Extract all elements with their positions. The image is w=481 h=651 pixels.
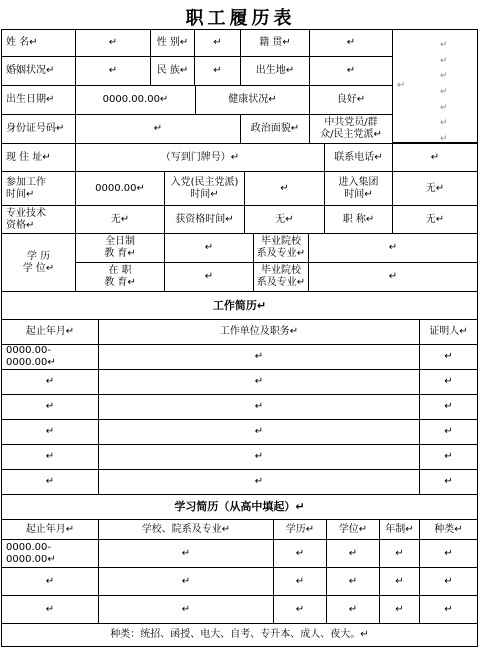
- study-row-period[interactable]: ↵: [1, 567, 99, 596]
- inservice-label: 在 职 教 育↵: [75, 262, 165, 292]
- partyjoin-label: 入党(民主党派) 时间↵: [164, 171, 245, 206]
- work-row-witness[interactable]: ↵: [419, 394, 478, 420]
- work-row-unit[interactable]: ↵: [98, 344, 420, 370]
- study-row-edu[interactable]: ↵: [273, 539, 327, 568]
- groupjoin-label: 进入集团 时间↵: [324, 171, 393, 206]
- marital-field[interactable]: ↵: [75, 56, 151, 86]
- work-col-witness: 证明人↵: [419, 319, 478, 345]
- study-row-degree[interactable]: ↵: [326, 595, 380, 624]
- work-row-unit[interactable]: ↵: [98, 444, 420, 470]
- study-col-school: 学校、院系及专业↵: [98, 519, 274, 540]
- inservice-field[interactable]: ↵: [164, 262, 254, 292]
- study-col-type: 种类↵: [419, 519, 478, 540]
- study-row-degree[interactable]: ↵: [326, 567, 380, 596]
- work-row-witness[interactable]: ↵: [419, 469, 478, 495]
- photo-mark-7: ↵: [440, 133, 448, 144]
- photo-mark-4: ↵: [440, 86, 448, 97]
- work-row-unit[interactable]: ↵: [98, 469, 420, 495]
- study-row-type[interactable]: ↵: [419, 539, 478, 568]
- study-col-degree: 学位↵: [326, 519, 380, 540]
- fulltime-grad-label: 毕业院校 系及专业↵: [253, 233, 309, 263]
- study-row-school[interactable]: ↵: [98, 539, 274, 568]
- study-row-degree[interactable]: ↵: [326, 539, 380, 568]
- study-heading: 学习简历（从高中填起）↵: [1, 494, 478, 520]
- ethnic-field[interactable]: ↵: [194, 56, 241, 86]
- marital-label: 婚姻状况↵: [1, 56, 76, 86]
- work-row-period[interactable]: ↵: [1, 369, 99, 395]
- techqual-field[interactable]: 无↵: [75, 205, 165, 234]
- work-col-unit: 工作单位及职务↵: [98, 319, 420, 345]
- work-heading: 工作简历↵: [1, 291, 478, 320]
- workstart-label: 参加工作 时间↵: [1, 171, 76, 206]
- work-row-unit[interactable]: ↵: [98, 419, 420, 445]
- work-row-witness[interactable]: ↵: [419, 444, 478, 470]
- name-label: 姓 名↵: [1, 29, 76, 57]
- edu-label: 学 历 学 位↵: [1, 233, 76, 292]
- inservice-grad-label: 毕业院校 系及专业↵: [253, 262, 309, 292]
- partyjoin-field[interactable]: ↵: [244, 171, 325, 206]
- fulltime-grad-field[interactable]: ↵: [308, 233, 478, 263]
- fulltime-field[interactable]: ↵: [164, 233, 254, 263]
- work-row-unit[interactable]: ↵: [98, 369, 420, 395]
- study-row-school[interactable]: ↵: [98, 595, 274, 624]
- name-field[interactable]: ↵: [75, 29, 151, 57]
- study-footnote: 种类：统招、函授、电大、自考、专升本、成人、夜大。↵: [1, 623, 478, 647]
- photo-mark-6: ↵: [440, 118, 448, 129]
- study-row-school[interactable]: ↵: [98, 567, 274, 596]
- work-row-witness[interactable]: ↵: [419, 419, 478, 445]
- id-field[interactable]: ↵: [75, 114, 241, 144]
- work-row-witness[interactable]: ↵: [419, 369, 478, 395]
- study-row-years[interactable]: ↵: [379, 567, 420, 596]
- photo-paragraph-marks: [440, 40, 448, 144]
- ethnic-label: 民 族↵: [150, 56, 195, 86]
- fulltime-label: 全日制 教 育↵: [75, 233, 165, 263]
- study-col-years: 年制↵: [379, 519, 420, 540]
- native-label: 籍 贯↵: [240, 29, 310, 57]
- gender-label: 性 别↵: [150, 29, 195, 57]
- study-col-edu: 学历↵: [273, 519, 327, 540]
- qualtime-field[interactable]: 无↵: [244, 205, 325, 234]
- title-field[interactable]: 无↵: [392, 205, 478, 234]
- photo-mark-2: ↵: [440, 55, 448, 66]
- photo-box: [392, 29, 478, 143]
- birthplace-label: 出生地↵: [240, 56, 310, 86]
- photo-mark-1: ↵: [440, 40, 448, 50]
- study-row-edu[interactable]: ↵: [273, 595, 327, 624]
- qualtime-label: 获资格时间↵: [164, 205, 245, 234]
- study-row-type[interactable]: ↵: [419, 567, 478, 596]
- political-label: 政治面貌↵: [240, 114, 310, 144]
- groupjoin-field[interactable]: 无↵: [392, 171, 478, 206]
- study-row-type[interactable]: ↵: [419, 595, 478, 624]
- work-row-period[interactable]: ↵: [1, 444, 99, 470]
- techqual-label: 专业技术 资格↵: [1, 205, 76, 234]
- work-row-period[interactable]: ↵: [1, 394, 99, 420]
- gender-field[interactable]: ↵: [194, 29, 241, 57]
- workstart-field[interactable]: 0000.00↵: [75, 171, 165, 206]
- address-field[interactable]: （写到门牌号）↵: [75, 143, 325, 172]
- birthdate-label: 出生日期↵: [1, 85, 76, 115]
- form-title: 职工履历表: [185, 8, 296, 29]
- political-field[interactable]: 中共党员/群 众/民主党派↵: [309, 114, 393, 144]
- phone-label: 联系电话↵: [324, 143, 393, 172]
- health-label: 健康状况↵: [195, 85, 310, 115]
- work-row-witness[interactable]: ↵: [419, 344, 478, 370]
- address-label: 现 住 址↵: [1, 143, 76, 172]
- study-row-years[interactable]: ↵: [379, 595, 420, 624]
- photo-mark-3: ↵: [440, 71, 448, 82]
- id-label: 身份证号码↵: [1, 114, 76, 144]
- phone-field[interactable]: ↵: [392, 143, 478, 172]
- birthdate-field[interactable]: 0000.00.00↵: [75, 85, 196, 115]
- study-col-period: 起止年月↵: [1, 519, 99, 540]
- photo-mark-5: ↵: [440, 102, 448, 113]
- work-row-unit[interactable]: ↵: [98, 394, 420, 420]
- photo-mark: ↵: [397, 80, 406, 91]
- native-field[interactable]: ↵: [309, 29, 393, 57]
- study-row-edu[interactable]: ↵: [273, 567, 327, 596]
- work-row-period[interactable]: ↵: [1, 469, 99, 495]
- study-row-period[interactable]: ↵: [1, 595, 99, 624]
- work-row-period[interactable]: ↵: [1, 419, 99, 445]
- birthplace-field[interactable]: ↵: [309, 56, 393, 86]
- health-field[interactable]: 良好↵: [309, 85, 393, 115]
- title-label: 职 称↵: [324, 205, 393, 234]
- work-col-period: 起止年月↵: [1, 319, 99, 345]
- study-row-period[interactable]: 0000.00-0000.00↵: [1, 539, 99, 568]
- work-row-period[interactable]: 0000.00-0000.00↵: [1, 344, 99, 370]
- inservice-grad-field[interactable]: ↵: [308, 262, 478, 292]
- study-row-years[interactable]: ↵: [379, 539, 420, 568]
